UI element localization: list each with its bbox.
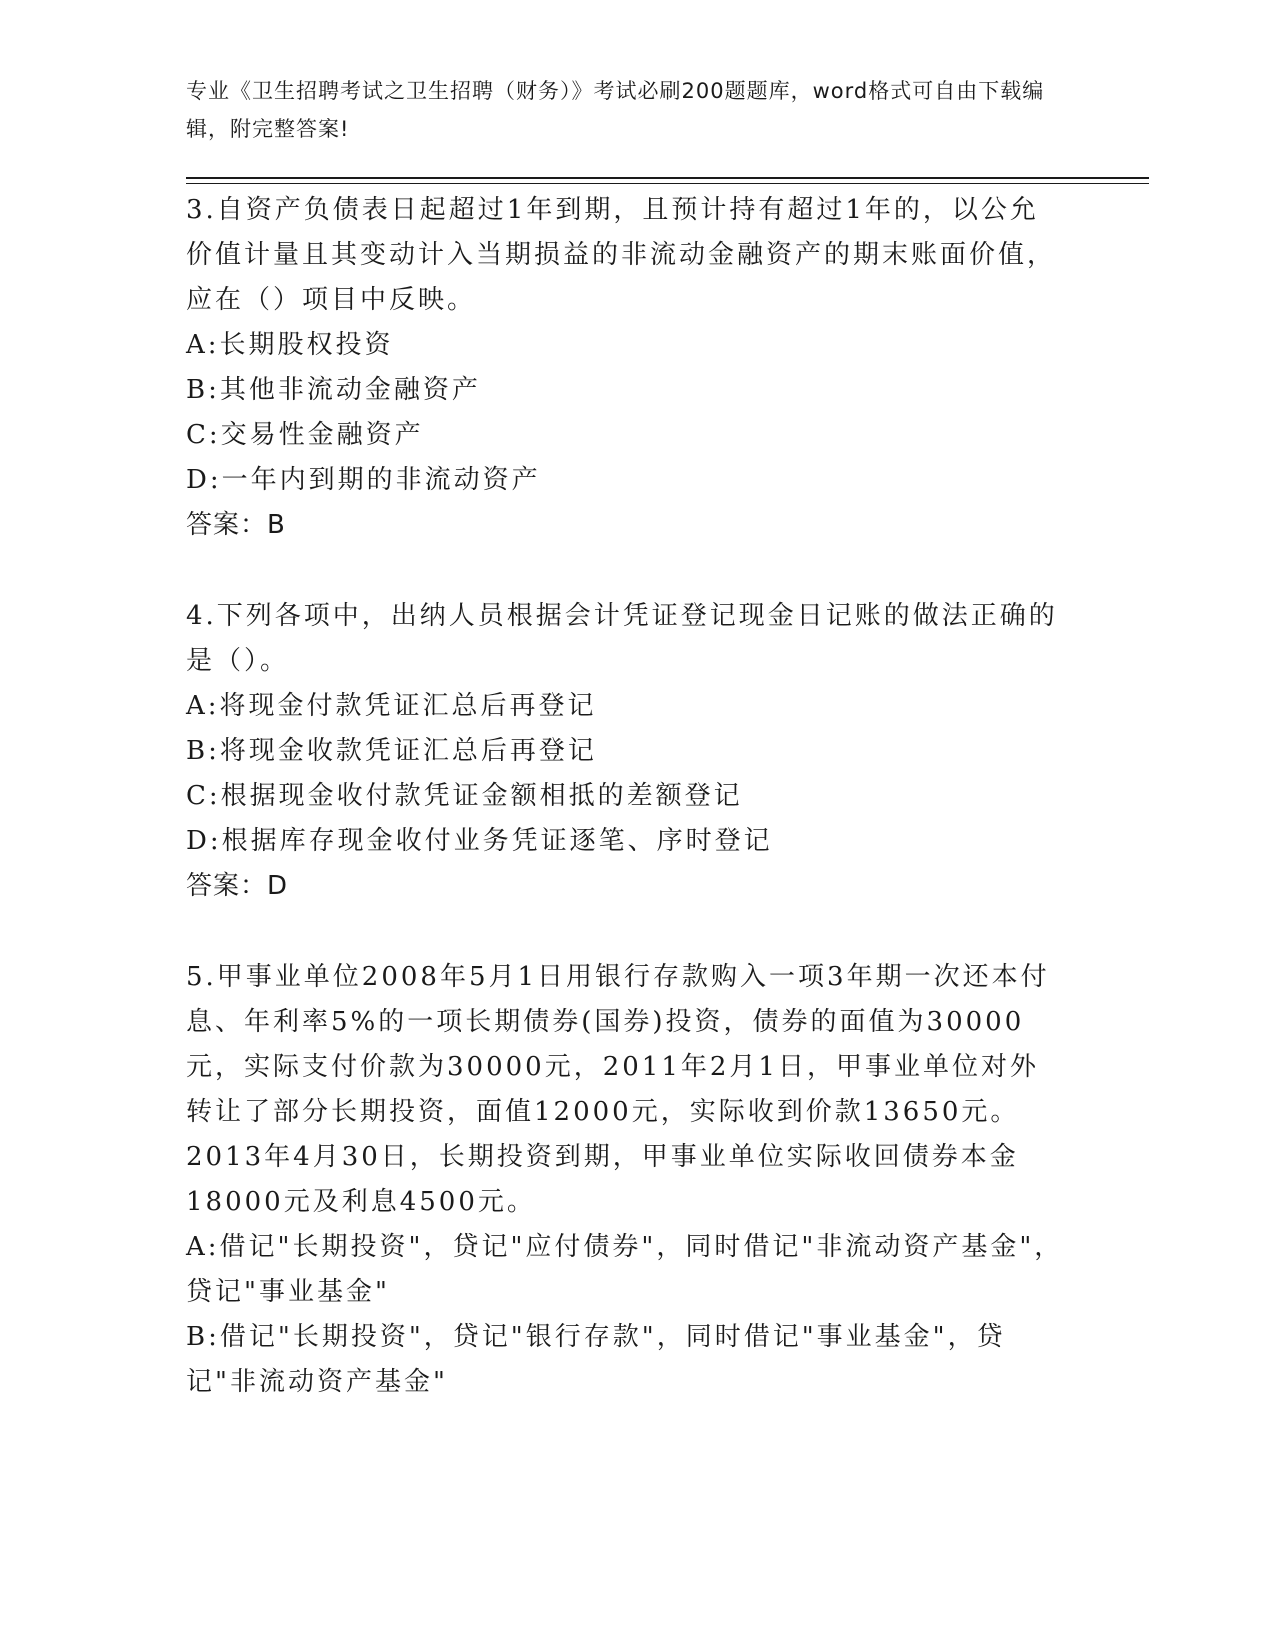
question-3 [186, 188, 1066, 548]
answer-label: 答案：B [186, 510, 286, 540]
header-divider-thin [186, 183, 1149, 184]
question-5 [186, 955, 1066, 1405]
question-stem: 3.自资产负债表日起超过1年到期，且预计持有超过1年的，以公允价值计量且其变动计入当期损益的非流动金融资产的期末账面价值，应在（）项目中反映。 [186, 195, 1057, 315]
option-c: C:根据现金收付款凭证金额相抵的差额登记 [186, 781, 743, 811]
document-header: 专业《卫生招聘考试之卫生招聘（财务）》考试必刷200题题库，word格式可自由下载编辑，附完整答案! [186, 79, 1045, 141]
question-list [186, 188, 1066, 1405]
option-a: A:长期股权投资 [186, 330, 394, 360]
option-b: B:借记"长期投资"，贷记"银行存款"，同时借记"事业基金"，贷记"非流动资产基金" [186, 1322, 1006, 1397]
question-4 [186, 594, 1066, 909]
option-b: B:将现金收款凭证汇总后再登记 [186, 736, 597, 766]
option-d: D:一年内到期的非流动资产 [186, 465, 541, 495]
option-d: D:根据库存现金收付业务凭证逐笔、序时登记 [186, 826, 773, 856]
question-stem: 5.甲事业单位2008年5月1日用银行存款购入一项3年期一次还本付息、年利率5%的一项长期债券(国券)投资，债券的面值为30000元，实际支付价款为30000元，2011年2月1日，甲事业单位对外转让了部分长期投资，面值12000元，实际收到价款13650元。2013年4月30日，长期投资到期，甲事业单位实际收回债券本金18000元及利息4500元。 [186, 962, 1050, 1217]
answer-label: 答案：D [186, 871, 289, 901]
header-divider-thick [186, 177, 1149, 179]
option-b: B:其他非流动金融资产 [186, 375, 481, 405]
option-c: C:交易性金融资产 [186, 420, 424, 450]
question-stem: 4.下列各项中，出纳人员根据会计凭证登记现金日记账的做法正确的是（）。 [186, 601, 1058, 676]
option-a: A:借记"长期投资"，贷记"应付债券"，同时借记"非流动资产基金"，贷记"事业基金" [186, 1232, 1064, 1307]
option-a: A:将现金付款凭证汇总后再登记 [186, 691, 597, 721]
